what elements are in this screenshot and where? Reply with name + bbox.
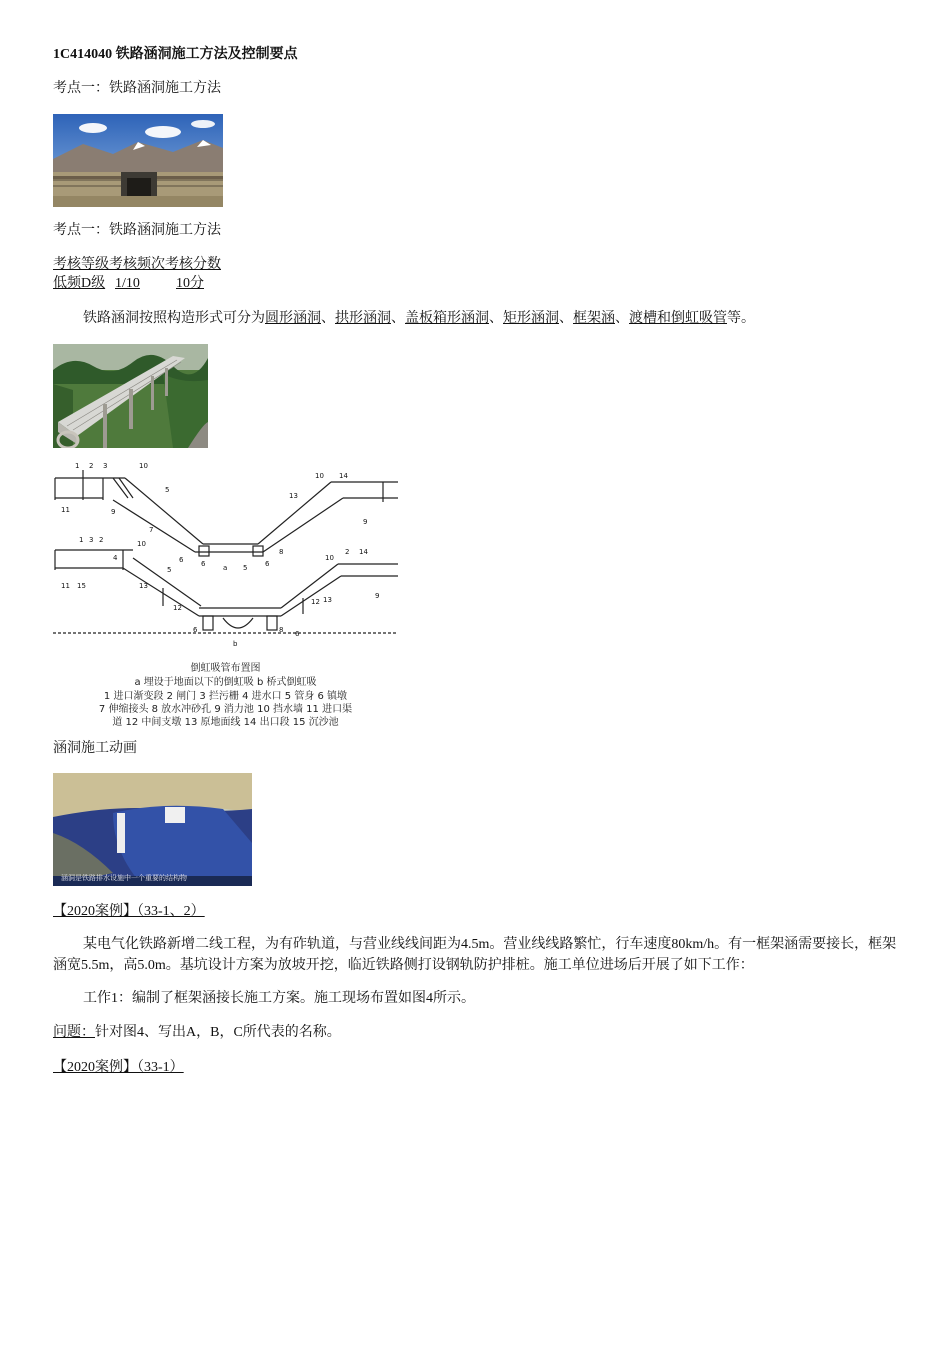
case-description: 某电气化铁路新增二线工程，为有砟轨道，与营业线线间距为4.5m。营业线线路繁忙，行车速度80km/h。有一框架涵需要接长，框架涵宽5.5m，高5.0m。基坑设计方案为放坡开挖，临近铁路侧打设钢轨防护排桩。施工单位进场后开展了如下工作： <box>53 937 897 973</box>
label-b-9: 9 <box>375 592 380 600</box>
label-b-2b: 2 <box>345 548 350 556</box>
animation-title: 涵洞施工动画 <box>53 741 137 756</box>
label-a-10b: 10 <box>315 472 324 480</box>
case-title: 【2020案例】（33-1、2） <box>53 904 205 919</box>
label-b-10: 10 <box>137 540 146 548</box>
label-a-3: 3 <box>103 462 108 470</box>
label-b-2: 2 <box>99 536 104 544</box>
label-a-5: 5 <box>165 486 170 494</box>
label-a-6: 6 <box>201 560 206 568</box>
assessment-frequency: 1/10 <box>115 276 140 291</box>
label-a-13: 13 <box>289 492 298 500</box>
assessment-level: 低频D级 <box>53 276 106 291</box>
label-b-13: 13 <box>139 582 148 590</box>
label-a-9b: 9 <box>363 518 368 526</box>
culvert-animation-still <box>53 773 252 886</box>
diagram-legend-3: 道 12 中间支墩 13 原地面线 14 出口段 15 沉沙池 <box>112 717 339 728</box>
diagram-title: 倒虹吸管布置图 <box>190 663 261 674</box>
section-heading: 考点一：铁路涵洞施工方法 <box>53 81 221 96</box>
diagram-legend-ab: a 埋设于地面以下的倒虹吸 b 桥式倒虹吸 <box>134 677 317 688</box>
label-a-1: 1 <box>75 462 80 470</box>
label-a-14: 14 <box>339 472 348 480</box>
siphon-drawing <box>53 458 398 658</box>
label-b-b: b <box>233 640 238 648</box>
separator: 、 <box>321 311 335 326</box>
label-b-6b: 6 <box>193 626 198 634</box>
culvert-type: 框架涵 <box>573 311 615 326</box>
assessment-header: 考核等级考核频次考核分数 <box>53 257 221 272</box>
label-b-4: 4 <box>113 554 118 562</box>
label-a-2: 2 <box>89 462 94 470</box>
culvert-type: 盖板箱形涵洞 <box>405 311 489 326</box>
label-a-8: 8 <box>279 548 284 556</box>
label-b-6c: 6 <box>295 630 300 638</box>
label-b-5: 5 <box>167 566 172 574</box>
label-b-1: 1 <box>79 536 84 544</box>
label-a-11: 11 <box>61 506 70 514</box>
separator: 、 <box>489 311 503 326</box>
section-heading-repeat: 考点一：铁路涵洞施工方法 <box>53 223 221 238</box>
label-a-9: 9 <box>111 508 116 516</box>
culvert-type: 渡槽和倒虹吸管 <box>629 311 727 326</box>
case-title-2: 【2020案例】（33-1） <box>53 1060 184 1075</box>
separator: 、 <box>559 311 573 326</box>
question-text: 针对图4、写出A，B，C所代表的名称。 <box>95 1025 341 1040</box>
label-a-7: 7 <box>149 526 154 534</box>
culvert-type: 拱形涵洞 <box>335 311 391 326</box>
diagram-legend-1: 1 进口渐变段 2 闸门 3 拦污栅 4 进水口 5 管身 6 镇墩 <box>103 691 348 702</box>
label-b-11: 11 <box>61 582 70 590</box>
label-a-5b: 5 <box>243 564 248 572</box>
label-b-3: 3 <box>89 536 94 544</box>
culvert-type: 圆形涵洞 <box>265 311 321 326</box>
separator: 、 <box>615 311 629 326</box>
question-label: 问题： <box>53 1025 95 1040</box>
diagram-legend-2: 7 伸缩接头 8 放水冲砂孔 9 消力池 10 挡水墙 11 进口渠 <box>98 704 353 715</box>
work-1: 工作1：编制了框架涵接长施工方案。施工现场布置如图4所示。 <box>83 991 475 1006</box>
intro-prefix: 铁路涵洞按照构造形式可分为 <box>83 311 265 326</box>
intro-paragraph <box>53 308 898 329</box>
aqueduct-photo <box>53 344 208 448</box>
page-title: 1C414040 铁路涵洞施工方法及控制要点 <box>53 47 298 62</box>
case-paragraph <box>53 934 898 976</box>
culvert-photo <box>53 114 223 207</box>
assessment-score: 10分 <box>176 276 204 291</box>
animation-caption: 涵洞是铁路排水设施中一个重要的结构物 <box>61 874 187 882</box>
label-b-12: 12 <box>173 604 182 612</box>
label-b-10b: 10 <box>325 554 334 562</box>
intro-suffix: 等。 <box>727 311 755 326</box>
label-b-15: 15 <box>77 582 86 590</box>
label-a-6b: 6 <box>265 560 270 568</box>
label-b-13b: 13 <box>323 596 332 604</box>
label-b-8: 8 <box>279 626 284 634</box>
label-b-14: 14 <box>359 548 368 556</box>
culvert-type: 矩形涵洞 <box>503 311 559 326</box>
work-paragraph <box>53 988 898 1009</box>
question <box>53 1024 341 1042</box>
label-a-10: 10 <box>139 462 148 470</box>
separator: 、 <box>391 311 405 326</box>
label-b-6: 6 <box>179 556 184 564</box>
label-a-a: a <box>223 564 228 572</box>
label-b-12b: 12 <box>311 598 320 606</box>
